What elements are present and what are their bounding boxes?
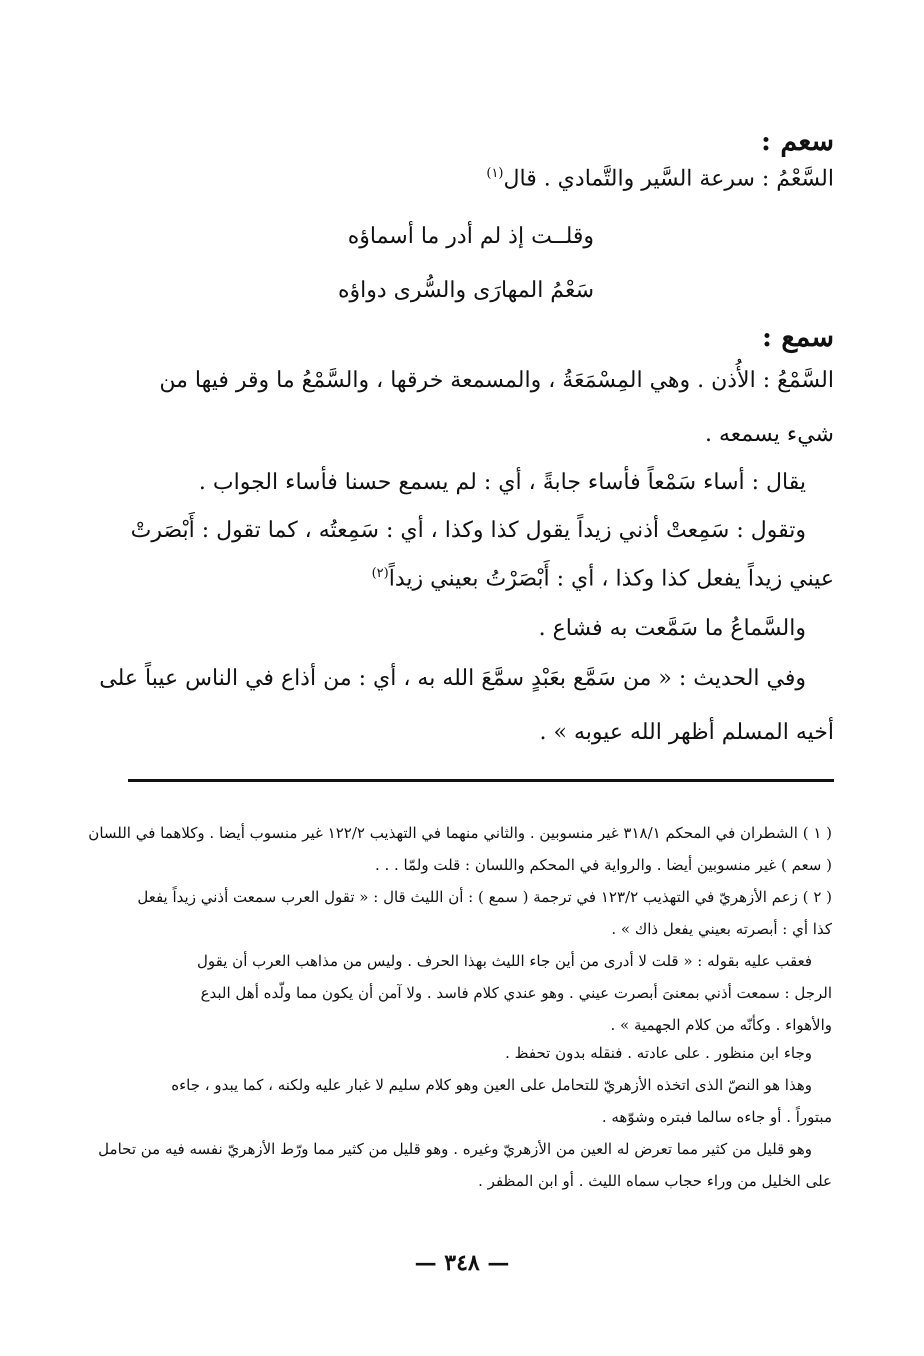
- entry-text-line: وتقول : سَمِعتْ أذني زيداً يقول كذا وكذا ، أي : سَمِعتُه ، كما تقول : أَبْصَرتْ: [130, 518, 806, 543]
- entry-text-line: والسَّماعُ ما سَمَّعت به فشاع .: [538, 616, 806, 641]
- footnote-separator: [128, 779, 834, 782]
- entry-text-line: [128, 566, 834, 591]
- footnote-line: وهذا هو النصّ الذى اتخذه الأزهريّ للتحامل على العين وهو كلام سليم لا غبار عليه ولكنه ، كما يبدو ، جاءه: [171, 1076, 812, 1094]
- footnote-line: ( ٢ ) زعم الأزهريّ في التهذيب ١٢٣/٢ في ترجمة ( سمع ) : أن الليث قال : « تقول العرب سمعت أذني زيداً يفعل: [137, 888, 832, 906]
- footnote-line: ( سعم ) غير منسوبين أيضا . والرواية في المحكم واللسان : قلت ولمّا . . .: [374, 856, 832, 874]
- entry-text-line-content: عيني زيداً يفعل كذا وكذا ، أي : أَبْصَرْتُ بعيني زيداً: [388, 566, 834, 592]
- footnote-line: وهو قليل من كثير مما تعرض له العين من الأزهريّ وغيره . وهو قليل من كثير مما ورّط الأزهريّ نفسه فيه من تحامل: [98, 1140, 812, 1158]
- entry-heading-samaa: سمع :: [762, 322, 834, 353]
- footnote-line: مبتوراً . أو جاءه سالما فبتره وشوّهه .: [601, 1108, 832, 1126]
- footnote-ref: (٢): [371, 566, 389, 581]
- footnote-line: على الخليل من وراء حجاب سماه الليث . أو ابن المظفر .: [478, 1172, 832, 1190]
- footnote-ref: (١): [486, 166, 504, 181]
- entry-text-line: شيء يسمعه .: [705, 422, 834, 447]
- entry-text-line: السَّمْعُ : الأُذن . وهي المِسْمَعَةُ ، والمسمعة خرقها ، والسَّمْعُ ما وقر فيها من: [159, 368, 834, 393]
- page-number: — ٣٤٨ —: [414, 1250, 510, 1276]
- entry-text-line: [128, 166, 834, 191]
- footnote-line: الرجل : سمعت أذني بمعنىَ أبصرت عيني . وهو عندي كلام فاسد . ولا آمن أن يكون مما ولّده أهل البدع: [200, 984, 832, 1002]
- entry-text-line: أخيه المسلم أظهر الله عيوبه » .: [539, 720, 834, 745]
- verse-line: وقلــت إذ لم أدر ما أسماؤه: [347, 224, 594, 249]
- entry-text-line: وفي الحديث : « من سَمَّع بعَبْدٍ سمَّعَ الله به ، أي : من أذاع في الناس عيباً على: [99, 666, 806, 691]
- footnote-line: كذا أي : أبصرته بعيني يفعل ذاك » .: [611, 920, 832, 938]
- verse-line: سَعْمُ المهارَى والسُّرى دواؤه: [338, 278, 594, 303]
- footnote-line: ( ١ ) الشطران في المحكم ٣١٨/١ غير منسوبين . والثاني منهما في التهذيب ١٢٢/٢ غير منسوب أيضا . وكلاهما في اللسان: [88, 824, 832, 842]
- footnote-line: فعقب عليه بقوله : « قلت لا أدرى من أين جاء الليث بهذا الحرف . وليس من مذاهب العرب أن يقول: [197, 952, 812, 970]
- footnote-line: وجاء ابن منظور . على عادته . فنقله بدون تحفظ .: [505, 1044, 812, 1062]
- entry-text-line-content: السَّعْمُ : سرعة السَّير والتَّمادي . قال: [503, 166, 834, 192]
- entry-text-line: يقال : أساء سَمْعاً فأساء جابةً ، أي : لم يسمع حسنا فأساء الجواب .: [198, 470, 806, 495]
- entry-heading-saam: سعم :: [761, 126, 834, 157]
- footnote-line: والأهواء . وكأنّه من كلام الجهمية » .: [610, 1016, 832, 1034]
